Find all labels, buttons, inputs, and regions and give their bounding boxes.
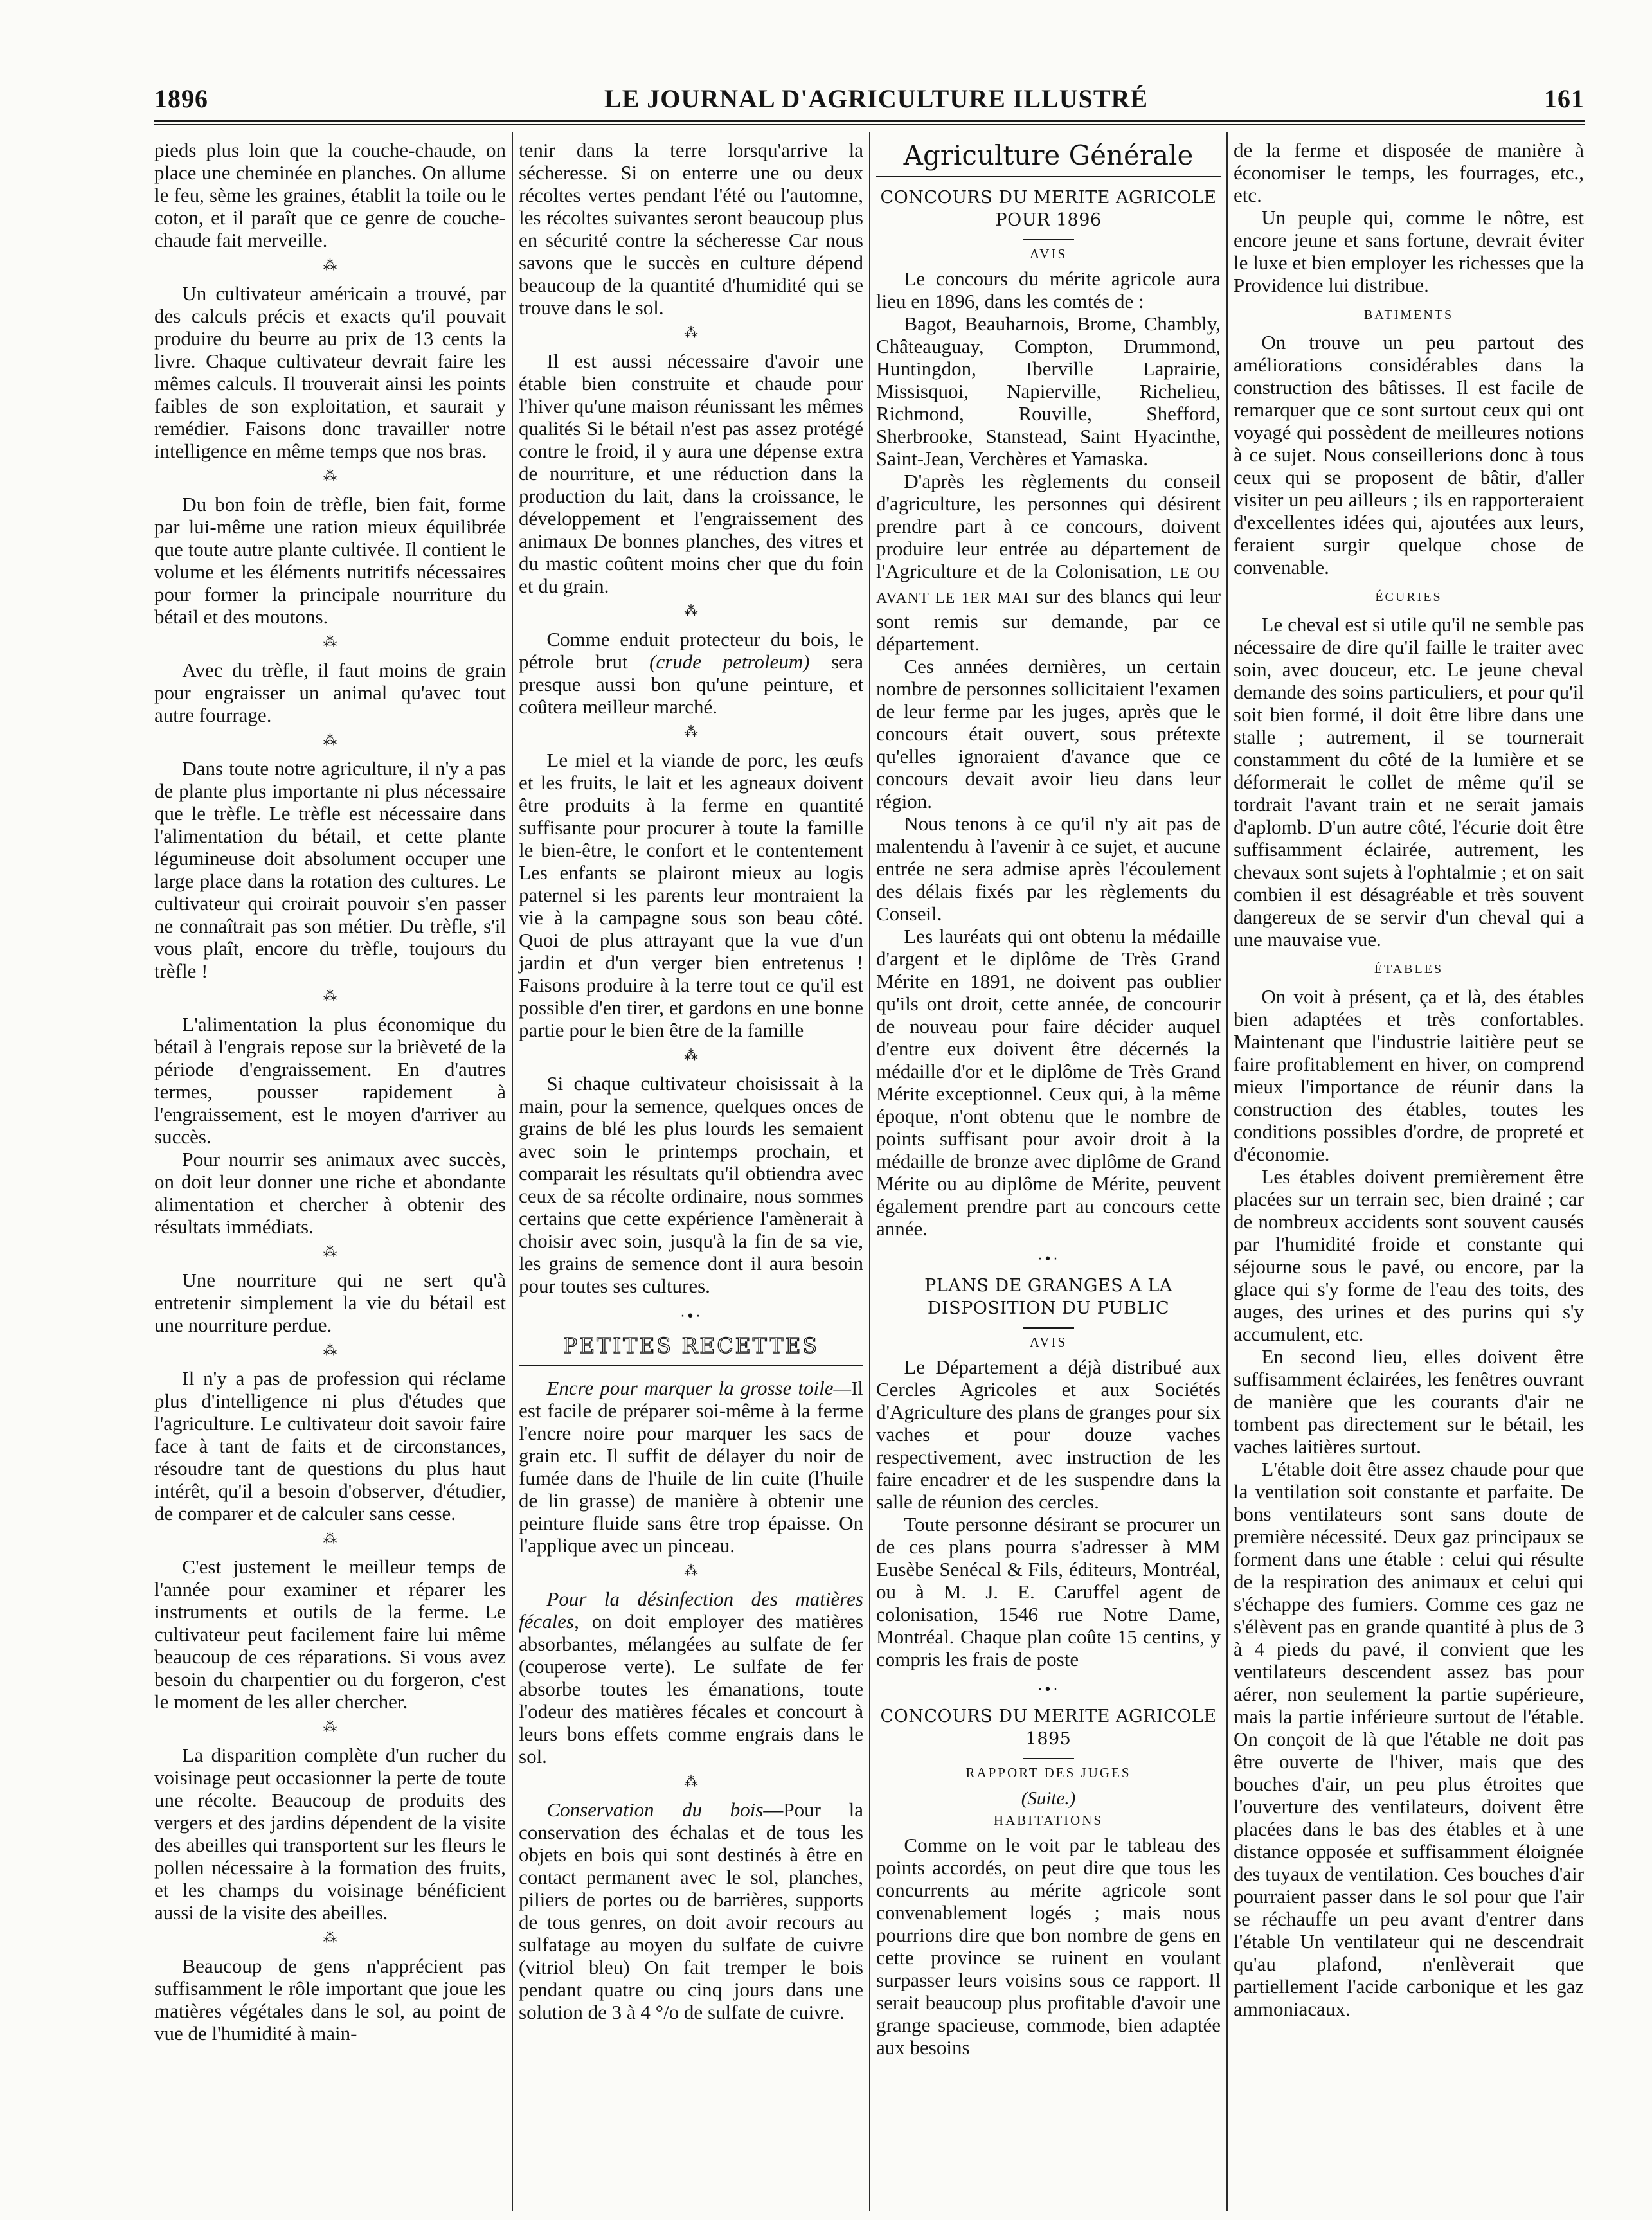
section-divider-ornament: ·•· [1037, 1682, 1059, 1698]
article-paragraph: Toute personne désirant se procurer un de ces plans pourra s'adresser à MM Eusèbe Senécal & Fils, éditeurs, Montréal, ou à M. J. E. Caruffel agent de colonisation, 1546 rue Notre Dame, Montréal. Chaque plan coûte 15 centins, y compris les frais de poste [876, 1513, 1221, 1670]
asterism-separator: ⁂ [323, 1343, 337, 1359]
article-paragraph: Un cultivateur américain a trouvé, par des calculs précis et exacts qu'il pouvait produire du beurre au prix de 13 cents la livre. Chaque cultivateur devrait faire les mêmes calculs. Il trouverait ainsi les points faibles de son exploitation, et saurait y remédier. Faisons donc travailler notre intelligence en même temps que nos bras. [154, 282, 506, 462]
article-paragraph: Beaucoup de gens n'apprécient pas suffisamment le rôle important que joue les matières végétales dans le sol, au point de vue de l'humidité à main- [154, 1955, 506, 2045]
etables-heading: ÉTABLES [1374, 962, 1444, 976]
header-year: 1896 [154, 84, 208, 113]
text-run: Comme enduit protecteur du bois, le pétrole brut [519, 628, 863, 673]
plans-title: PLANS DE GRANGES A LA DISPOSITION DU PUBLIC [924, 1276, 1172, 1318]
asterism-separator: ⁂ [684, 325, 698, 341]
recette-text: Il est facile de préparer soi-même à la ferme l'encre noire pour marquer les sacs de grain etc. Il suffit de délayer du noir de fumée dans de l'huile de lin cuite (l'huile de lin grasse) de manière à obtenir une peinture fluide sans être trop épaisse. On l'applique avec un pinceau. [519, 1377, 863, 1557]
asterism-separator: ⁂ [684, 1563, 698, 1579]
deadline-text: LE OU AVANT LE 1ER MAI [876, 565, 1221, 607]
newspaper-title: LE JOURNAL D'AGRICULTURE ILLUSTRÉ [604, 84, 1149, 113]
suite-label: (Suite.) [1021, 1788, 1076, 1809]
article-paragraph: Le Département a déjà distribué aux Cercles Agricoles et aux Sociétés d'Agriculture des plans de granges pour six vaches et pour douze vaches respectivement, avec instruction de les faire encadrer et de les suspendre dans la salle de réunion des cercles. [876, 1356, 1221, 1513]
header-double-rule [154, 120, 1585, 125]
recette-text: , on doit employer des matières absorbantes, mélangées au sulfate de fer (couperose verte). Le sulfate de fer absorbe toutes les émanations, toute l'odeur des matières fécales et concourt à leurs bons effets comme engrais dans le sol. [519, 1610, 863, 1768]
article-paragraph [519, 628, 863, 718]
short-rule [1023, 239, 1074, 240]
asterism-separator: ⁂ [323, 733, 337, 749]
article-paragraph: Les étables doivent premièrement être placées sur un terrain sec, bien drainé ; car de nombreux accidents sont souvent causés par l'humidité froide et constante qui séjourne sous le pavé, ou encore, par la glace qui s'y forme de l'eau des toits, des auges, des urines et des purins qui s'y accumulent, etc. [1234, 1165, 1584, 1345]
batiments-heading: BATIMENTS [1363, 308, 1454, 322]
recette-lead: Pour la désinfection des matières fécales [519, 1588, 863, 1633]
recettes-heading: PETITES RECETTES [519, 1332, 863, 1366]
article-paragraph: L'étable doit être assez chaude pour que la ventilation soit constante et parfaite. De bons ventilateurs sont sans doute de première nécessité. Deux gaz principaux se forment dans une étable : celui qui résulte de la respiration des animaux et celui qui s'échappe des fumiers. Comme ces gaz ne s'élèvent pas en grande quantité à plus de 3 à 4 pieds du pavé, il convient que les ventilateurs descendent assez bas pour aérer, non seulement la partie supérieure, mais la partie inférieure surtout de l'étable. On conçoit de là que l'étable ne doit pas être ouverte de l'hiver, mais que des bouches d'air, un peu plus étroites que l'ouverture des ventilateurs, doivent être placées dans le bas des étables et à une distance opposée et suffisamment éloignée des tuyaux de ventilation. Ces bouches d'air pourraient passer dans le sol pour que l'air se réchauffe un peu avant d'entrer dans l'étable Un ventilateur qui ne descendrait qu'au plafond, n'enlèverait que partiellement l'acide carbonique et les gaz ammoniacaux. [1234, 1458, 1584, 2020]
article-paragraph: Bagot, Beauharnois, Brome, Chambly, Châteauguay, Compton, Drummond, Huntingdon, Iberville Laprairie, Missisquoi, Napierville, Richelieu, Richmond, Rouville, Shefford, Sherbrooke, Stanstead, Saint Hyacinthe, Saint-Jean, Verchères et Yamaska. [876, 312, 1221, 470]
article-paragraph: Les lauréats qui ont obtenu la médaille d'argent et le diplôme de Très Grand Mérite en 1891, ne doivent pas oublier qu'ils ont droit, cette année, de concourir de nouveau pour faire décider auquel d'entre eux doivent être décernés la médaille d'or et le diplôme de Très Grand Mérite exceptionnel. Ceux qui, à la même époque, n'ont obtenu que le nombre de points suffisant pour avoir droit à la médaille de bronze avec diplôme de Grand Mérite ou au diplôme de Mérite, peuvent également prendre part au concours cette année. [876, 925, 1221, 1240]
article-paragraph: On trouve un peu partout des améliorations considérables dans la construction des bâtisses. Il est facile de remarquer que ce sont surtout ceux qui ont voyagé qui possèdent de meilleures notions à ce sujet. Nous conseillerions donc à tous ceux qui se proposent de bâtir, d'aller visiter un peu ailleurs ; ils en rapporteraient d'excellentes idées qui, ajoutées aux leurs, feraient surgir quelque chose de convenable. [1234, 331, 1584, 578]
column-3 [869, 132, 1226, 2211]
asterism-separator: ⁂ [323, 634, 337, 650]
article-paragraph: Le miel et la viande de porc, les œufs et les fruits, le lait et les agneaux doivent être produits à la ferme en quantité suffisante pour procurer à toute la famille le bien-être, le confort et le contentement Les enfants se plairont mieux au logis paternel si les parents leur montraient la vie à la campagne sous son beau côté. Quoi de plus attrayant que la vue d'un jardin et d'un verger bien entretenus ! Faisons produire à la terre tout ce qu'il est possible d'en tirer, et gardons en une bonne partie pour le bien être de la famille [519, 749, 863, 1041]
short-rule [1023, 1758, 1074, 1759]
article-paragraph: On voit à présent, ça et là, des étables bien adaptées et très confortables. Maintenant que l'industrie laitière peut se faire profitablement en hiver, on comprend mieux l'importance de réunir dans la construction des étables, toutes les conditions possibles d'ordre, de propreté et d'économie. [1234, 985, 1584, 1165]
avis-label: AVIS [1029, 246, 1068, 262]
asterism-separator: ⁂ [323, 258, 337, 274]
article-paragraph: La disparition complète d'un rucher du voisinage peut occasionner la perte de toute une récolte. Beaucoup de produits des vergers et des jardins dépendent de la visite des abeilles qui transportent sur les fleurs le pollen nécessaire à la formation des fruits, et les champs du voisinage bénéficient aussi de la visite des abeilles. [154, 1744, 506, 1924]
article-paragraph: Un peuple qui, comme le nôtre, est encore jeune et sans fortune, devrait éviter le luxe et bien employer les richesses que la Providence lui distribue. [1234, 206, 1584, 296]
article-paragraph: Dans toute notre agriculture, il n'y a pas de plante plus importante ni plus nécessaire que le trèfle. Le trèfle est nécessaire dans l'alimentation du bétail, et cette plante légumineuse doit absolument occuper une large place dans la rotation des cultures. Le cultivateur qui croirait pouvoir s'en passer ne connaîtrait pas son métier. Du trèfle, s'il vous plaît, encore du trèfle, toujours du trèfle ! [154, 757, 506, 982]
column-4 [1226, 132, 1584, 2211]
text-run: sera presque aussi bon qu'une peinture, et coûtera meilleur marché. [519, 650, 863, 718]
asterism-separator: ⁂ [684, 1774, 698, 1790]
rapport-label: RAPPORT DES JUGES [965, 1765, 1131, 1780]
concours-1896-title: CONCOURS DU MERITE AGRICOLE POUR 1896 [880, 188, 1217, 230]
article-paragraph: C'est justement le meilleur temps de l'année pour examiner et réparer les instruments et outils de la ferme. Le cultivateur peut facilement faire lui même beaucoup de ces réparations. Si vous avez besoin du charpentier ou du forgeron, c'est le moment de les aller chercher. [154, 1555, 506, 1713]
recette-paragraph [519, 1588, 863, 1768]
asterism-separator: ⁂ [684, 1048, 698, 1064]
article-paragraph: Une nourriture qui ne sert qu'à entretenir simplement la vie du bétail est une nourriture perdue. [154, 1269, 506, 1336]
article-paragraph: pieds plus loin que la couche-chaude, on place une cheminée en planches. On allume le feu, sème les graines, établit la toile ou le coton, et il paraît que ce genre de couche-chaude fait merveille. [154, 139, 506, 251]
short-rule [1023, 1327, 1074, 1329]
recette-paragraph [519, 1798, 863, 2023]
section-divider-ornament: ·•· [680, 1309, 702, 1325]
recette-paragraph [519, 1377, 863, 1557]
column-1 [154, 132, 512, 2211]
asterism-separator: ⁂ [323, 1531, 337, 1547]
article-paragraph: Le concours du mérite agricole aura lieu en 1896, dans les comtés de : [876, 267, 1221, 312]
article-paragraph: Nous tenons à ce qu'il n'y ait pas de malentendu à l'avenir à ce sujet, et aucune entrée ne sera admise après l'écoulement des délais fixés par les règlements du Conseil. [876, 812, 1221, 925]
text-run: sur des blancs qui leur sont remis sur demande, par ce département. [876, 585, 1221, 655]
ecuries-heading: ÉCURIES [1375, 590, 1442, 604]
article-paragraph: Il n'y a pas de profession qui réclame plus d'intelligence ni plus d'études que l'agriculture. Le cultivateur doit savoir faire face à tant de faits et de circonstances, résoudre tant de questions du plus haut intérêt, qu'il a besoin d'observer, d'étudier, de comparer et de calculer sans cesse. [154, 1367, 506, 1525]
article-paragraph: Il est aussi nécessaire d'avoir une étable bien construite et chaude pour l'hiver qu'une maison réunissant les mêmes qualités Si le bétail n'est pas assez protégé contre le froid, il y aura une dépense extra de nourriture, et une réduction dans la production du lait, dans la croissance, le développement et l'engraissement des animaux De bonnes planches, des vitres et du mastic coûtent moins cher que du foin et du grain. [519, 350, 863, 597]
article-paragraph: Avec du trèfle, il faut moins de grain pour engraisser un animal qu'avec tout autre fourrage. [154, 659, 506, 726]
article-paragraph: Ces années dernières, un certain nombre de personnes sollicitaient l'examen de leur ferme par les juges, après que le concours était ouvert, sous prétexte qu'elles ignoraient d'avance que ce concours devait avoir lieu dans leur région. [876, 655, 1221, 812]
article-paragraph: Si chaque cultivateur choisissait à la main, pour la semence, quelques onces de grains de blé les plus lourds les semaient avec soin le printemps prochain, et comparait les résultats qu'il obtiendra avec ceux de sa récolte ordinaire, nous sommes certains que cette expérience l'amènerait à choisir avec soin, jusqu'à la fin de sa vie, les grains de semence dont il aura besoin pour toutes ses cultures. [519, 1072, 863, 1297]
asterism-separator: ⁂ [323, 1244, 337, 1260]
italic-term: (crude petroleum) [649, 650, 810, 673]
asterism-separator: ⁂ [323, 469, 337, 485]
page-header [154, 81, 1585, 116]
section-title: Agriculture Générale [876, 139, 1221, 177]
asterism-separator: ⁂ [684, 724, 698, 740]
recette-lead: Encre pour marquer la grosse toile— [546, 1377, 852, 1399]
avis-label: AVIS [1029, 1334, 1068, 1350]
article-paragraph: Le cheval est si utile qu'il ne semble pas nécessaire de dire qu'il faille le traiter avec soin, avec douceur, etc. Le jeune cheval demande des soins particuliers, et pour qu'il soit bien formé, il doit être libre dans une stalle ; autrement, il se tournerait constamment du côté de la lumière et se déformerait le collet de même qu'il se tordrait l'avant train et ne serait jamais d'aplomb. D'un autre côté, l'écurie doit être suffisamment éclairée, autrement, les chevaux sont sujets à l'ophtalmie ; et on sait combien il est désagréable et très souvent dangereux de se servir d'un cheval qui a une mauvaise vue. [1234, 613, 1584, 951]
page-number: 161 [1543, 84, 1585, 113]
text-run: D'après les règlements du conseil d'agriculture, les personnes qui désirent prendre part à ce concours, doivent produire leur entrée au département de l'Agriculture et de la Colonisation, [876, 470, 1221, 582]
recette-lead: Conservation du bois [546, 1798, 764, 1821]
columns [154, 132, 1585, 2211]
article-paragraph: tenir dans la terre lorsqu'arrive la sécheresse. Si on enterre une ou deux récoltes vertes pendant l'été ou l'automne, les récoltes suivantes seront beaucoup plus en sécurité contre la sécheresse Car nous savons que le succès en culture dépend beaucoup de la quantité d'humidité qui se trouve dans le sol. [519, 139, 863, 319]
article-paragraph: En second lieu, elles doivent être suffisamment éclairées, les fenêtres ouvrant de manière que les courants d'air ne tombent pas directement sur le bétail, les vaches laitières surtout. [1234, 1345, 1584, 1458]
column-2 [512, 132, 869, 2211]
article-paragraph: Comme on le voit par le tableau des points accordés, on peut dire que tous les concurrents au mérite agricole sont convenablement logés ; mais nous pourrions dire que bon nombre de gens en cette province se ruinent en voulant surpasser leurs voisins sous ce rapport. Il serait beaucoup plus profitable d'avoir une grange spacieuse, commode, bien adaptée aux besoins [876, 1834, 1221, 2059]
article-paragraph: L'alimentation la plus économique du bétail à l'engrais repose sur la brièveté de la période d'engraissement. En d'autres termes, pousser rapidement à l'engraissement, est le moyen d'arriver au succès. [154, 1013, 506, 1148]
article-paragraph: Du bon foin de trèfle, bien fait, forme par lui-même une ration mieux équilibrée que toute autre plante cultivée. Il contient le volume et les éléments nutritifs nécessaires pour former la principale nourriture du bétail et des moutons. [154, 493, 506, 628]
article-paragraph: de la ferme et disposée de manière à économiser le temps, les fourrages, etc., etc. [1234, 139, 1584, 206]
concours-1895-title: CONCOURS DU MERITE AGRICOLE 1895 [880, 1706, 1217, 1749]
habitations-label: HABITATIONS [993, 1813, 1104, 1828]
recette-text: —Pour la conservation des échalas et de tous les objets en bois qui sont destinés à être en contact permanent avec le sol, planches, piliers de portes ou de barrières, supports de tous genres, on doit avoir recours au sulfatage au moyen du sulfate de cuivre (vitriol bleu) On fait tremper le bois pendant quatre ou cinq jours dans une solution de 3 à 4 °/o de sulfate de cuivre. [519, 1798, 864, 2023]
asterism-separator: ⁂ [684, 604, 698, 620]
article-paragraph [876, 470, 1221, 655]
article-paragraph: Pour nourrir ses animaux avec succès, on doit leur donner une riche et abondante alimentation et chercher à obtenir des résultats immédiats. [154, 1148, 506, 1238]
asterism-separator: ⁂ [323, 989, 337, 1005]
asterism-separator: ⁂ [323, 1930, 337, 1946]
asterism-separator: ⁂ [323, 1719, 337, 1735]
section-divider-ornament: ·•· [1037, 1251, 1059, 1267]
